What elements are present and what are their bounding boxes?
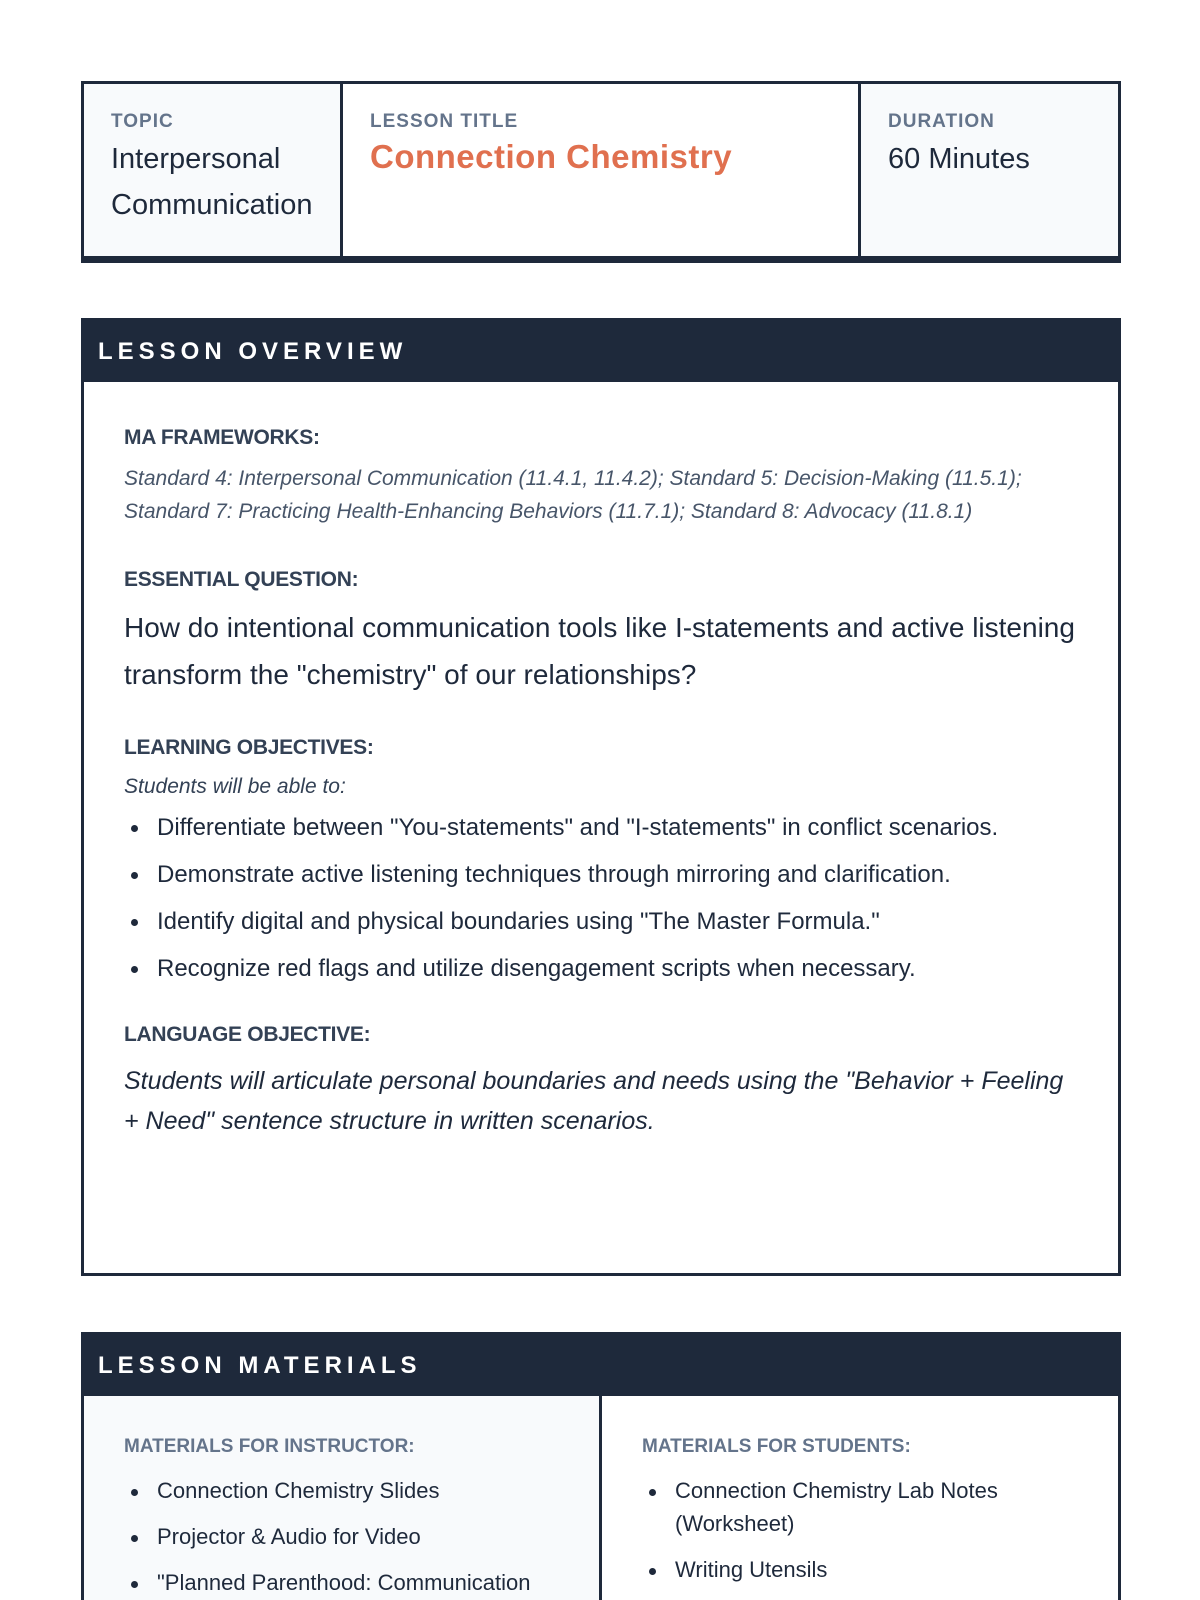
student-materials-column: [602, 1396, 1118, 1600]
lesson-title-value: Connection Chemistry: [370, 138, 733, 175]
learning-objectives-label: LEARNING OBJECTIVES:: [124, 736, 374, 759]
list-item: Connection Chemistry Lab Notes (Worksheet): [642, 1474, 1078, 1540]
lesson-info-header: [81, 81, 1121, 263]
list-item: Identify digital and physical boundaries using "The Master Formula.": [124, 902, 1078, 942]
instructor-materials-list: [124, 1474, 559, 1599]
list-item: "Planned Parenthood: Communication: [124, 1566, 559, 1599]
duration-cell: [861, 84, 1118, 256]
list-item: Demonstrate active listening techniques through mirroring and clarification.: [124, 855, 1078, 895]
lesson-materials-section: [81, 1332, 1121, 1600]
essential-question-text: How do intentional communication tools like I-statements and active listening transform the "chemistry" of our relationships?: [124, 612, 1075, 690]
lesson-overview-section: [81, 318, 1121, 1276]
lesson-overview-body: [84, 382, 1118, 1141]
learning-objectives-list: [124, 808, 1078, 989]
duration-value: 60 Minutes: [888, 143, 1030, 175]
duration-label: DURATION: [888, 111, 995, 132]
language-objective-text: Students will articulate personal boundaries and needs using the "Behavior + Feeling + Need" sentence structure in written scenarios.: [124, 1067, 1064, 1135]
list-item: Connection Chemistry Slides: [124, 1474, 559, 1507]
list-item: Writing Utensils: [642, 1553, 1078, 1586]
materials-columns: [84, 1396, 1118, 1600]
list-item: Projector & Audio for Video: [124, 1520, 559, 1553]
objectives-intro: Students will be able to:: [124, 775, 346, 798]
frameworks-label: MA FRAMEWORKS:: [124, 426, 320, 449]
student-materials-label: MATERIALS FOR STUDENTS:: [642, 1436, 911, 1457]
topic-value: Interpersonal Communication: [111, 143, 313, 221]
topic-label: TOPIC: [111, 111, 174, 132]
list-item: Recognize red flags and utilize disengagement scripts when necessary.: [124, 949, 1078, 989]
language-objective-label: LANGUAGE OBJECTIVE:: [124, 1023, 371, 1046]
lesson-overview-heading: LESSON OVERVIEW: [83, 320, 1119, 382]
topic-cell: [84, 84, 343, 256]
lesson-materials-heading: LESSON MATERIALS: [83, 1334, 1119, 1396]
instructor-materials-label: MATERIALS FOR INSTRUCTOR:: [124, 1436, 415, 1457]
frameworks-text: Standard 4: Interpersonal Communication (11.4.1, 11.4.2); Standard 5: Decision-Making (11.5.1); Standard 7: Practicing Health-Enhancing Behaviors (11.7.1); Standard 8: Advocacy (11.8.1): [124, 467, 1022, 523]
lesson-title-label: LESSON TITLE: [370, 111, 519, 132]
instructor-materials-column: [84, 1396, 602, 1600]
essential-question-label: ESSENTIAL QUESTION:: [124, 568, 359, 591]
lesson-title-cell: [343, 84, 861, 256]
list-item: Differentiate between "You-statements" and "I-statements" in conflict scenarios.: [124, 808, 1078, 848]
student-materials-list: [642, 1474, 1078, 1586]
